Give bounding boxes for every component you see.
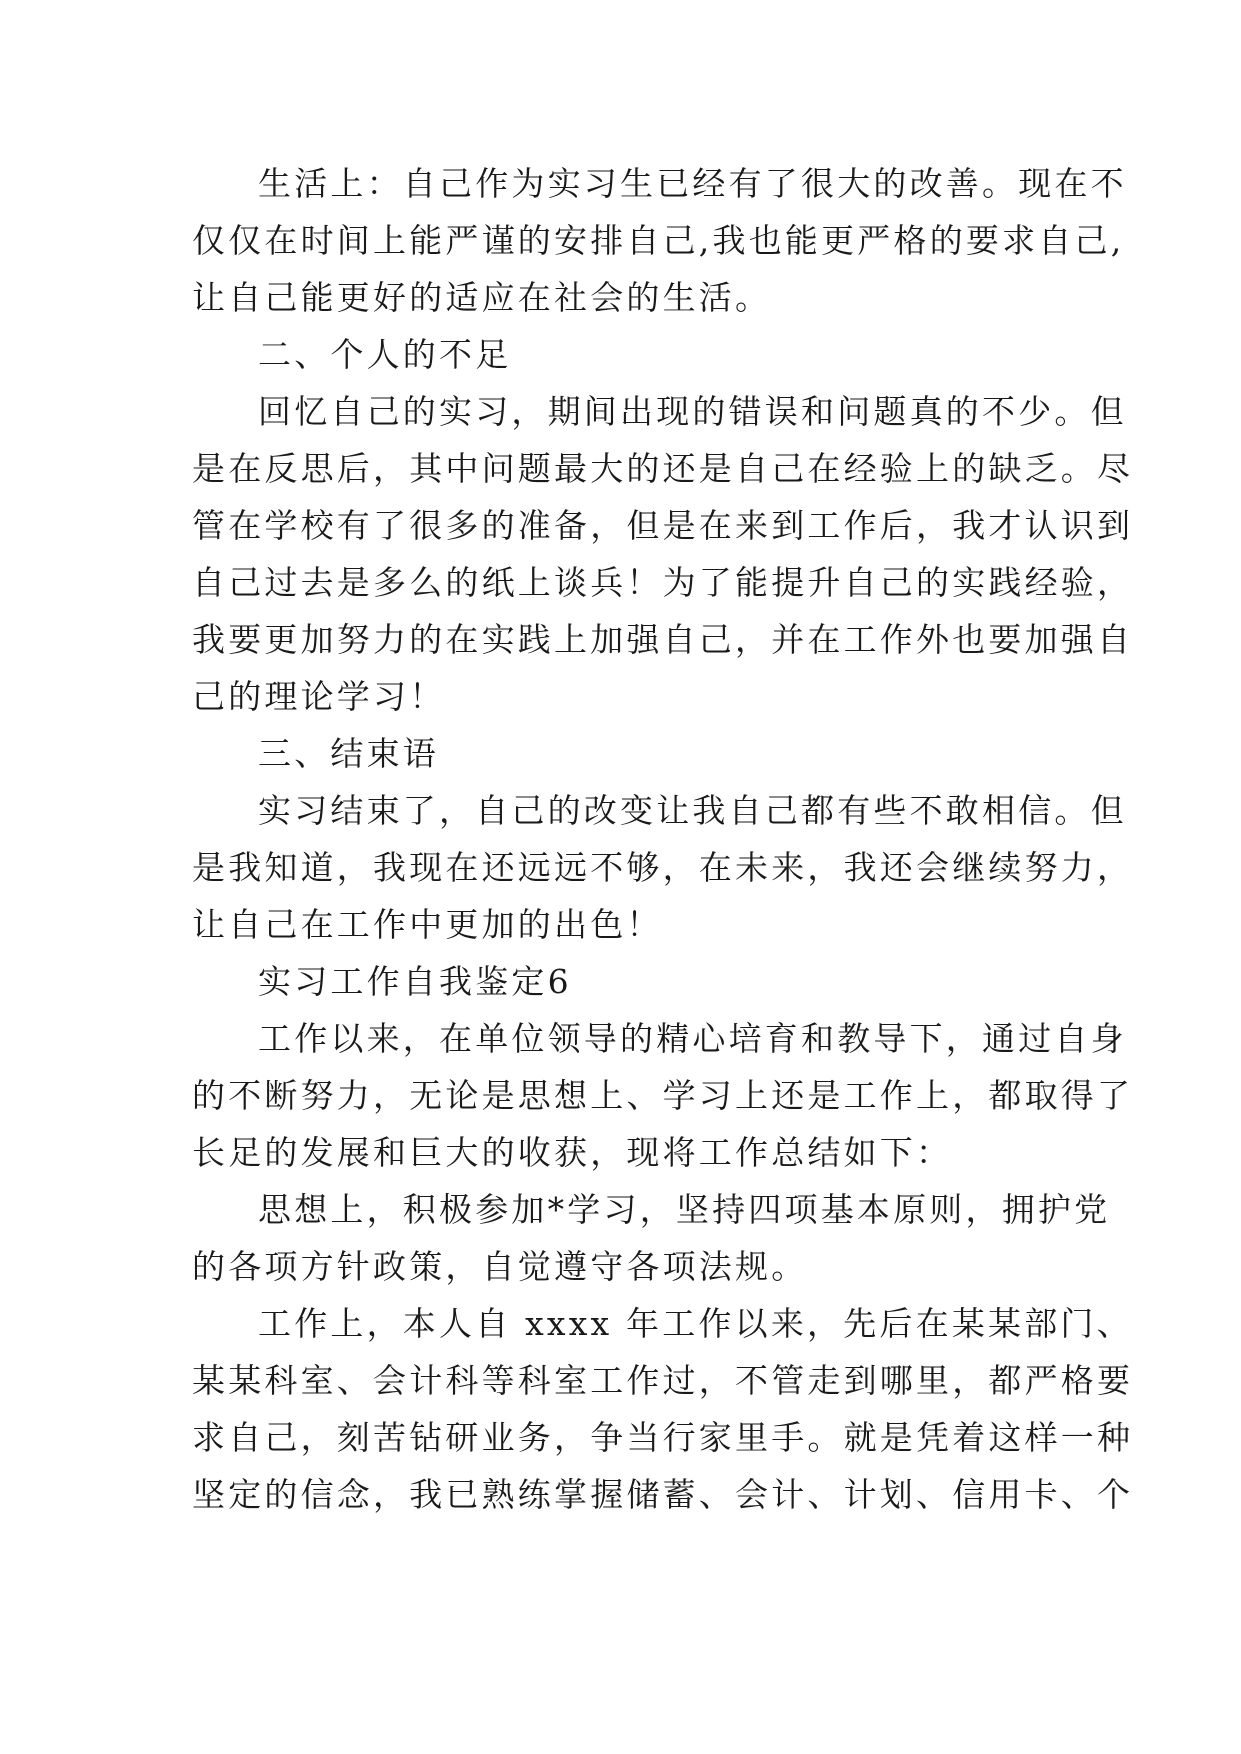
text-line: 仅仅在时间上能严谨的安排自己,我也能更严格的要求自己, [192, 221, 1125, 260]
text-line: 实习结束了，自己的改变让我自己都有些不敢相信。但 [258, 791, 1127, 830]
paragraph-thinking [192, 1181, 1111, 1295]
paragraph-work [192, 1295, 1134, 1523]
text-line: 回忆自己的实习，期间出现的错误和问题真的不少。但 [258, 392, 1127, 431]
heading-line: 二、个人的不足 [258, 335, 512, 374]
paragraph-reflection [192, 383, 1134, 725]
text-line: 长足的发展和巨大的收获，现将工作总结如下： [192, 1133, 953, 1172]
text-line: 己的理论学习！ [192, 677, 446, 716]
section-heading-conclusion [192, 725, 1092, 782]
text-line: 管在学校有了很多的准备，但是在来到工作后，我才认识到 [192, 506, 1134, 545]
document-subtitle [192, 953, 1092, 1010]
text-line: 思想上，积极参加*学习，坚持四项基本原则，拥护党 [258, 1190, 1111, 1229]
paragraph-intro [192, 1010, 1134, 1181]
text-line: 生活上：自己作为实习生已经有了很大的改善。现在不 [258, 164, 1127, 203]
text-line: 坚定的信念，我已熟练掌握储蓄、会计、计划、信用卡、个 [192, 1475, 1134, 1514]
subtitle-line: 实习工作自我鉴定6 [258, 962, 572, 1001]
text-line: 求自己，刻苦钻研业务，争当行家里手。就是凭着这样一种 [192, 1418, 1134, 1457]
document-body [192, 155, 1134, 1523]
text-line: 工作以来，在单位领导的精心培育和教导下，通过自身 [258, 1019, 1127, 1058]
heading-line: 三、结束语 [258, 734, 439, 773]
text-line: 我要更加努力的在实践上加强自己，并在工作外也要加强自 [192, 620, 1134, 659]
paragraph-life [192, 155, 1127, 326]
text-line: 让自己能更好的适应在社会的生活。 [192, 278, 772, 317]
text-line: 自己过去是多么的纸上谈兵！为了能提升自己的实践经验， [192, 563, 1134, 602]
text-line: 是我知道，我现在还远远不够，在未来，我还会继续努力， [192, 848, 1134, 887]
section-heading-shortcomings [192, 326, 1092, 383]
text-line: 的不断努力，无论是思想上、学习上还是工作上，都取得了 [192, 1076, 1134, 1115]
text-line: 让自己在工作中更加的出色！ [192, 905, 663, 944]
text-line: 某某科室、会计科等科室工作过，不管走到哪里，都严格要 [192, 1361, 1134, 1400]
text-line: 工作上，本人自 xxxx 年工作以来，先后在某某部门、 [258, 1304, 1133, 1343]
paragraph-conclusion [192, 782, 1134, 953]
text-line: 的各项方针政策，自觉遵守各项法规。 [192, 1247, 808, 1286]
text-line: 是在反思后，其中问题最大的还是自己在经验上的缺乏。尽 [192, 449, 1134, 488]
